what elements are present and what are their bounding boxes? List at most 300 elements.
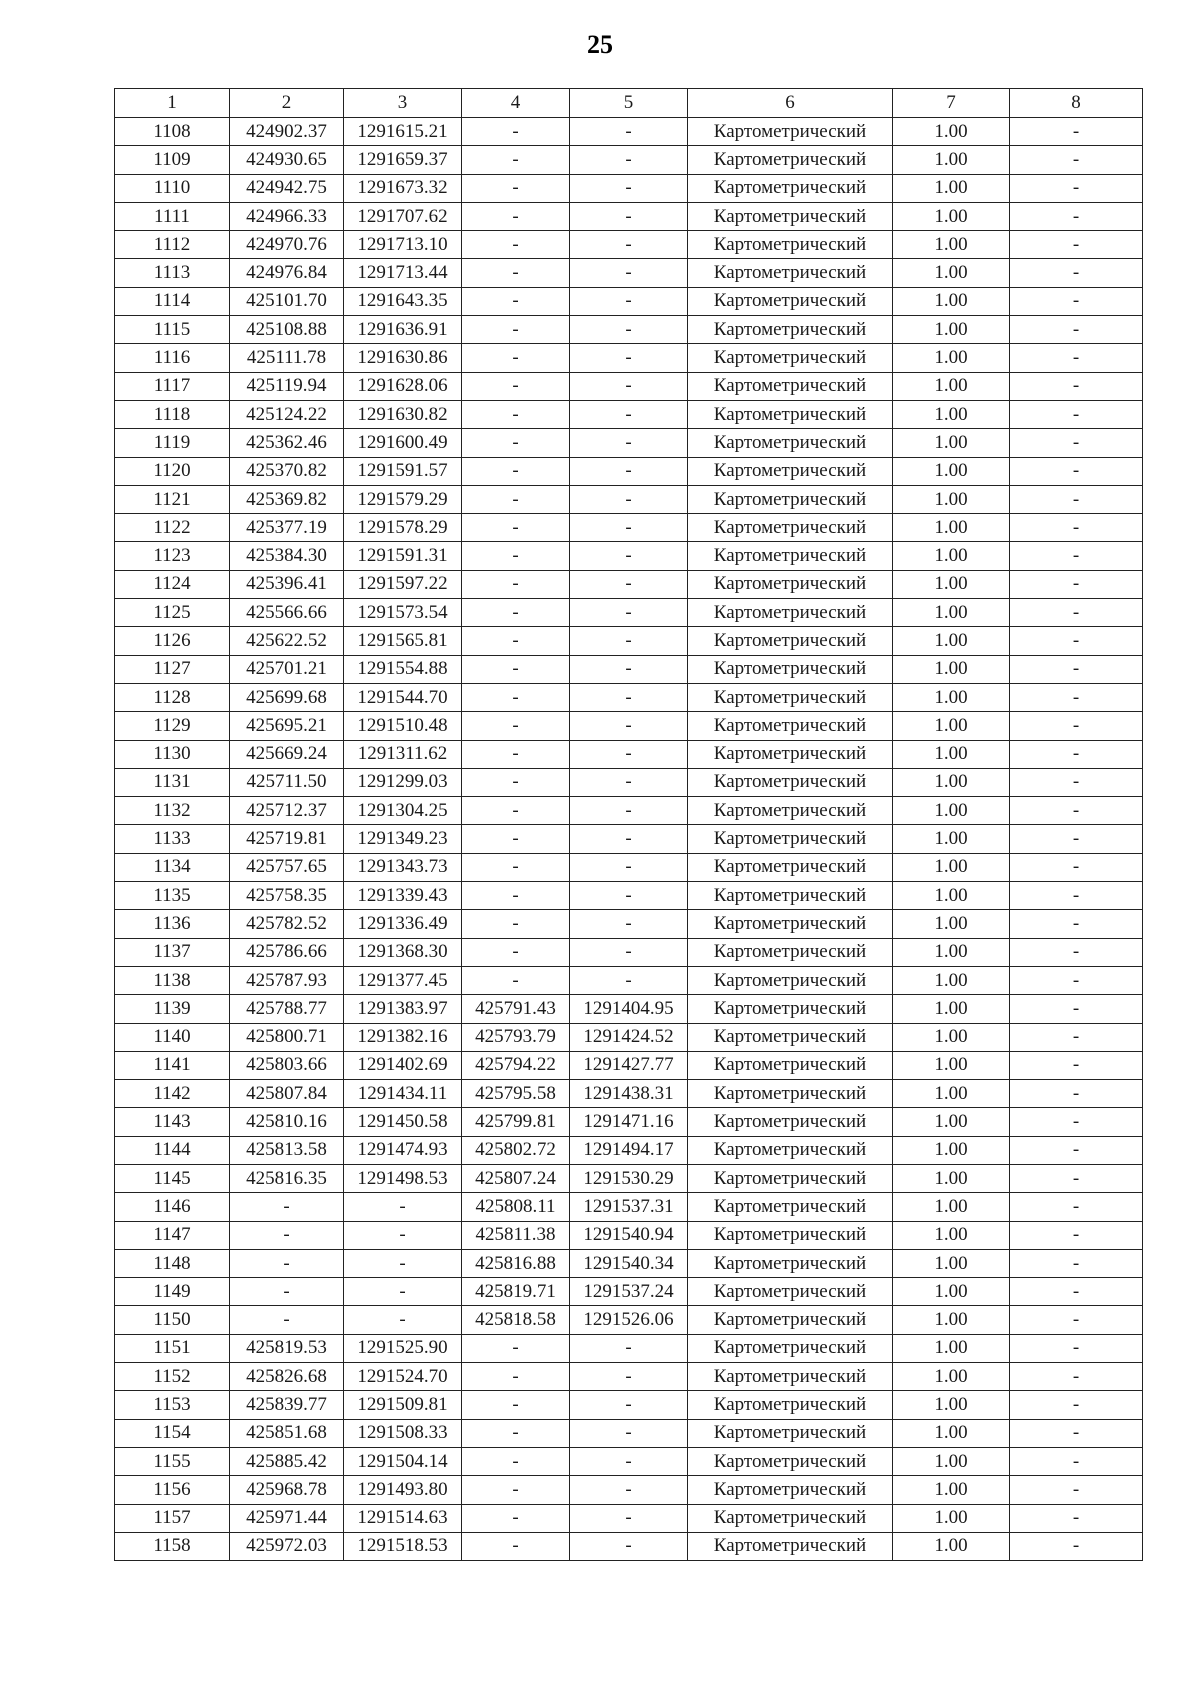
x-coordinate-cell: 425396.41 — [230, 570, 344, 598]
point-number-cell: 1124 — [115, 570, 230, 598]
new-x-cell: - — [462, 400, 570, 428]
new-x-cell: - — [462, 966, 570, 994]
x-coordinate-cell: 425800.71 — [230, 1023, 344, 1051]
point-number-cell: 1156 — [115, 1476, 230, 1504]
new-x-cell: - — [462, 514, 570, 542]
y-coordinate-cell: 1291339.43 — [344, 882, 462, 910]
point-number-cell: 1136 — [115, 910, 230, 938]
y-coordinate-cell: 1291377.45 — [344, 966, 462, 994]
x-coordinate-cell: 425719.81 — [230, 825, 344, 853]
table-row — [115, 429, 1143, 457]
description-cell: - — [1010, 1419, 1143, 1447]
table-row — [115, 316, 1143, 344]
description-cell: - — [1010, 1221, 1143, 1249]
new-y-cell: - — [570, 457, 688, 485]
point-number-cell: 1143 — [115, 1108, 230, 1136]
accuracy-cell: 1.00 — [893, 1193, 1010, 1221]
new-x-cell: - — [462, 1532, 570, 1560]
accuracy-cell: 1.00 — [893, 797, 1010, 825]
table-row — [115, 966, 1143, 994]
point-number-cell: 1155 — [115, 1447, 230, 1475]
description-cell: - — [1010, 316, 1143, 344]
accuracy-cell: 1.00 — [893, 853, 1010, 881]
column-header: 5 — [570, 89, 688, 118]
table-row — [115, 938, 1143, 966]
point-number-cell: 1158 — [115, 1532, 230, 1560]
accuracy-cell: 1.00 — [893, 825, 1010, 853]
method-cell: Картометрический — [688, 1051, 893, 1079]
table-row — [115, 599, 1143, 627]
new-y-cell: 1291540.34 — [570, 1249, 688, 1277]
accuracy-cell: 1.00 — [893, 966, 1010, 994]
method-cell: Картометрический — [688, 683, 893, 711]
point-number-cell: 1123 — [115, 542, 230, 570]
new-y-cell: 1291530.29 — [570, 1164, 688, 1192]
method-cell: Картометрический — [688, 202, 893, 230]
new-y-cell: - — [570, 768, 688, 796]
new-y-cell: - — [570, 655, 688, 683]
y-coordinate-cell: 1291630.82 — [344, 400, 462, 428]
new-x-cell: - — [462, 146, 570, 174]
point-number-cell: 1116 — [115, 344, 230, 372]
x-coordinate-cell: 424966.33 — [230, 202, 344, 230]
new-y-cell: 1291471.16 — [570, 1108, 688, 1136]
description-cell: - — [1010, 768, 1143, 796]
table-row — [115, 485, 1143, 513]
description-cell: - — [1010, 146, 1143, 174]
new-y-cell: - — [570, 485, 688, 513]
description-cell: - — [1010, 1391, 1143, 1419]
point-number-cell: 1118 — [115, 400, 230, 428]
table-row — [115, 712, 1143, 740]
table-row — [115, 995, 1143, 1023]
description-cell: - — [1010, 1136, 1143, 1164]
method-cell: Картометрический — [688, 231, 893, 259]
table-row — [115, 1164, 1143, 1192]
method-cell: Картометрический — [688, 910, 893, 938]
table-row — [115, 1278, 1143, 1306]
accuracy-cell: 1.00 — [893, 1249, 1010, 1277]
y-coordinate-cell: 1291508.33 — [344, 1419, 462, 1447]
new-y-cell: - — [570, 1391, 688, 1419]
new-y-cell: - — [570, 882, 688, 910]
new-x-cell: - — [462, 1419, 570, 1447]
y-coordinate-cell: 1291713.10 — [344, 231, 462, 259]
new-x-cell: 425808.11 — [462, 1193, 570, 1221]
accuracy-cell: 1.00 — [893, 1051, 1010, 1079]
description-cell: - — [1010, 627, 1143, 655]
point-number-cell: 1139 — [115, 995, 230, 1023]
method-cell: Картометрический — [688, 542, 893, 570]
table-row — [115, 1051, 1143, 1079]
description-cell: - — [1010, 344, 1143, 372]
point-number-cell: 1141 — [115, 1051, 230, 1079]
table-row — [115, 627, 1143, 655]
column-header: 7 — [893, 89, 1010, 118]
method-cell: Картометрический — [688, 655, 893, 683]
accuracy-cell: 1.00 — [893, 344, 1010, 372]
y-coordinate-cell: 1291336.49 — [344, 910, 462, 938]
new-y-cell: 1291526.06 — [570, 1306, 688, 1334]
x-coordinate-cell: - — [230, 1249, 344, 1277]
new-y-cell: - — [570, 683, 688, 711]
accuracy-cell: 1.00 — [893, 1504, 1010, 1532]
method-cell: Картометрический — [688, 1532, 893, 1560]
table-row — [115, 1363, 1143, 1391]
new-x-cell: - — [462, 910, 570, 938]
point-number-cell: 1131 — [115, 768, 230, 796]
x-coordinate-cell: 425362.46 — [230, 429, 344, 457]
new-y-cell: - — [570, 287, 688, 315]
column-header: 3 — [344, 89, 462, 118]
new-x-cell: - — [462, 825, 570, 853]
description-cell: - — [1010, 882, 1143, 910]
new-x-cell: - — [462, 429, 570, 457]
new-y-cell: - — [570, 400, 688, 428]
new-y-cell: - — [570, 1476, 688, 1504]
description-cell: - — [1010, 995, 1143, 1023]
table-row — [115, 655, 1143, 683]
new-x-cell: - — [462, 712, 570, 740]
y-coordinate-cell: 1291573.54 — [344, 599, 462, 627]
x-coordinate-cell: 424930.65 — [230, 146, 344, 174]
x-coordinate-cell: 425101.70 — [230, 287, 344, 315]
method-cell: Картометрический — [688, 1419, 893, 1447]
accuracy-cell: 1.00 — [893, 1080, 1010, 1108]
point-number-cell: 1140 — [115, 1023, 230, 1051]
description-cell: - — [1010, 1164, 1143, 1192]
x-coordinate-cell: - — [230, 1193, 344, 1221]
point-number-cell: 1147 — [115, 1221, 230, 1249]
accuracy-cell: 1.00 — [893, 683, 1010, 711]
column-header: 6 — [688, 89, 893, 118]
table-row — [115, 259, 1143, 287]
accuracy-cell: 1.00 — [893, 1391, 1010, 1419]
y-coordinate-cell: 1291299.03 — [344, 768, 462, 796]
method-cell: Картометрический — [688, 570, 893, 598]
table-row — [115, 1249, 1143, 1277]
x-coordinate-cell: 425807.84 — [230, 1080, 344, 1108]
x-coordinate-cell: 425968.78 — [230, 1476, 344, 1504]
accuracy-cell: 1.00 — [893, 768, 1010, 796]
y-coordinate-cell: 1291615.21 — [344, 118, 462, 146]
y-coordinate-cell: 1291554.88 — [344, 655, 462, 683]
y-coordinate-cell: - — [344, 1193, 462, 1221]
table-row — [115, 1193, 1143, 1221]
new-y-cell: - — [570, 542, 688, 570]
new-x-cell: - — [462, 457, 570, 485]
x-coordinate-cell: 425701.21 — [230, 655, 344, 683]
y-coordinate-cell: 1291565.81 — [344, 627, 462, 655]
accuracy-cell: 1.00 — [893, 231, 1010, 259]
x-coordinate-cell: - — [230, 1306, 344, 1334]
x-coordinate-cell: 425786.66 — [230, 938, 344, 966]
new-x-cell: 425793.79 — [462, 1023, 570, 1051]
description-cell: - — [1010, 1108, 1143, 1136]
x-coordinate-cell: 425758.35 — [230, 882, 344, 910]
point-number-cell: 1153 — [115, 1391, 230, 1419]
method-cell: Картометрический — [688, 400, 893, 428]
y-coordinate-cell: 1291713.44 — [344, 259, 462, 287]
new-x-cell: - — [462, 853, 570, 881]
point-number-cell: 1121 — [115, 485, 230, 513]
accuracy-cell: 1.00 — [893, 429, 1010, 457]
method-cell: Картометрический — [688, 1221, 893, 1249]
y-coordinate-cell: 1291382.16 — [344, 1023, 462, 1051]
new-y-cell: - — [570, 372, 688, 400]
table-row — [115, 740, 1143, 768]
point-number-cell: 1120 — [115, 457, 230, 485]
table-row — [115, 768, 1143, 796]
new-x-cell: - — [462, 1447, 570, 1475]
description-cell: - — [1010, 372, 1143, 400]
point-number-cell: 1157 — [115, 1504, 230, 1532]
new-x-cell: - — [462, 882, 570, 910]
new-x-cell: - — [462, 683, 570, 711]
table-row — [115, 825, 1143, 853]
method-cell: Картометрический — [688, 966, 893, 994]
method-cell: Картометрический — [688, 1306, 893, 1334]
method-cell: Картометрический — [688, 372, 893, 400]
method-cell: Картометрический — [688, 118, 893, 146]
accuracy-cell: 1.00 — [893, 400, 1010, 428]
method-cell: Картометрический — [688, 1108, 893, 1136]
y-coordinate-cell: 1291643.35 — [344, 287, 462, 315]
new-y-cell: - — [570, 146, 688, 174]
x-coordinate-cell: 425669.24 — [230, 740, 344, 768]
description-cell: - — [1010, 1051, 1143, 1079]
description-cell: - — [1010, 570, 1143, 598]
new-x-cell: - — [462, 1363, 570, 1391]
point-number-cell: 1113 — [115, 259, 230, 287]
point-number-cell: 1129 — [115, 712, 230, 740]
y-coordinate-cell: 1291518.53 — [344, 1532, 462, 1560]
table-row — [115, 344, 1143, 372]
table-row — [115, 1532, 1143, 1560]
new-y-cell: - — [570, 853, 688, 881]
new-x-cell: - — [462, 202, 570, 230]
new-y-cell: - — [570, 938, 688, 966]
accuracy-cell: 1.00 — [893, 514, 1010, 542]
x-coordinate-cell: 425369.82 — [230, 485, 344, 513]
table-row — [115, 1334, 1143, 1362]
accuracy-cell: 1.00 — [893, 1023, 1010, 1051]
new-y-cell: - — [570, 1504, 688, 1532]
description-cell: - — [1010, 231, 1143, 259]
x-coordinate-cell: 425370.82 — [230, 457, 344, 485]
accuracy-cell: 1.00 — [893, 1108, 1010, 1136]
x-coordinate-cell: 425810.16 — [230, 1108, 344, 1136]
accuracy-cell: 1.00 — [893, 372, 1010, 400]
new-x-cell: - — [462, 485, 570, 513]
accuracy-cell: 1.00 — [893, 740, 1010, 768]
new-x-cell: 425807.24 — [462, 1164, 570, 1192]
accuracy-cell: 1.00 — [893, 1164, 1010, 1192]
point-number-cell: 1150 — [115, 1306, 230, 1334]
new-x-cell: 425802.72 — [462, 1136, 570, 1164]
y-coordinate-cell: 1291509.81 — [344, 1391, 462, 1419]
new-y-cell: - — [570, 627, 688, 655]
new-x-cell: 425794.22 — [462, 1051, 570, 1079]
method-cell: Картометрический — [688, 1023, 893, 1051]
y-coordinate-cell: - — [344, 1249, 462, 1277]
description-cell: - — [1010, 599, 1143, 627]
new-x-cell: - — [462, 797, 570, 825]
description-cell: - — [1010, 1249, 1143, 1277]
new-y-cell: 1291438.31 — [570, 1080, 688, 1108]
point-number-cell: 1115 — [115, 316, 230, 344]
accuracy-cell: 1.00 — [893, 457, 1010, 485]
point-number-cell: 1125 — [115, 599, 230, 627]
new-x-cell: 425819.71 — [462, 1278, 570, 1306]
point-number-cell: 1145 — [115, 1164, 230, 1192]
table-row — [115, 1419, 1143, 1447]
method-cell: Картометрический — [688, 1193, 893, 1221]
accuracy-cell: 1.00 — [893, 1363, 1010, 1391]
point-number-cell: 1111 — [115, 202, 230, 230]
description-cell: - — [1010, 1363, 1143, 1391]
accuracy-cell: 1.00 — [893, 1278, 1010, 1306]
method-cell: Картометрический — [688, 1504, 893, 1532]
accuracy-cell: 1.00 — [893, 485, 1010, 513]
x-coordinate-cell: 425119.94 — [230, 372, 344, 400]
description-cell: - — [1010, 400, 1143, 428]
y-coordinate-cell: 1291600.49 — [344, 429, 462, 457]
y-coordinate-cell: 1291578.29 — [344, 514, 462, 542]
description-cell: - — [1010, 1080, 1143, 1108]
point-number-cell: 1108 — [115, 118, 230, 146]
table-row — [115, 910, 1143, 938]
point-number-cell: 1122 — [115, 514, 230, 542]
y-coordinate-cell: 1291368.30 — [344, 938, 462, 966]
new-x-cell: - — [462, 938, 570, 966]
accuracy-cell: 1.00 — [893, 316, 1010, 344]
table-row — [115, 1023, 1143, 1051]
x-coordinate-cell: 425813.58 — [230, 1136, 344, 1164]
method-cell: Картометрический — [688, 1363, 893, 1391]
description-cell: - — [1010, 938, 1143, 966]
x-coordinate-cell: 425851.68 — [230, 1419, 344, 1447]
x-coordinate-cell: 425699.68 — [230, 683, 344, 711]
accuracy-cell: 1.00 — [893, 910, 1010, 938]
point-number-cell: 1142 — [115, 1080, 230, 1108]
description-cell: - — [1010, 683, 1143, 711]
method-cell: Картометрический — [688, 712, 893, 740]
new-y-cell: - — [570, 1447, 688, 1475]
method-cell: Картометрический — [688, 882, 893, 910]
table-row — [115, 1447, 1143, 1475]
method-cell: Картометрический — [688, 514, 893, 542]
column-header: 8 — [1010, 89, 1143, 118]
table-row — [115, 372, 1143, 400]
description-cell: - — [1010, 542, 1143, 570]
new-x-cell: - — [462, 599, 570, 627]
accuracy-cell: 1.00 — [893, 712, 1010, 740]
description-cell: - — [1010, 202, 1143, 230]
x-coordinate-cell: 425566.66 — [230, 599, 344, 627]
description-cell: - — [1010, 1504, 1143, 1532]
accuracy-cell: 1.00 — [893, 1221, 1010, 1249]
new-x-cell: 425791.43 — [462, 995, 570, 1023]
point-number-cell: 1134 — [115, 853, 230, 881]
accuracy-cell: 1.00 — [893, 938, 1010, 966]
point-number-cell: 1154 — [115, 1419, 230, 1447]
column-header: 4 — [462, 89, 570, 118]
y-coordinate-cell: 1291383.97 — [344, 995, 462, 1023]
description-cell: - — [1010, 853, 1143, 881]
method-cell: Картометрический — [688, 1249, 893, 1277]
new-y-cell: 1291404.95 — [570, 995, 688, 1023]
x-coordinate-cell: 425788.77 — [230, 995, 344, 1023]
point-number-cell: 1152 — [115, 1363, 230, 1391]
method-cell: Картометрический — [688, 1476, 893, 1504]
new-y-cell: - — [570, 712, 688, 740]
new-x-cell: - — [462, 1334, 570, 1362]
new-y-cell: 1291537.31 — [570, 1193, 688, 1221]
point-number-cell: 1117 — [115, 372, 230, 400]
new-y-cell: - — [570, 1363, 688, 1391]
point-number-cell: 1127 — [115, 655, 230, 683]
y-coordinate-cell: 1291343.73 — [344, 853, 462, 881]
y-coordinate-cell: 1291591.31 — [344, 542, 462, 570]
description-cell: - — [1010, 966, 1143, 994]
new-x-cell: - — [462, 259, 570, 287]
coordinates-table — [114, 88, 1143, 1561]
accuracy-cell: 1.00 — [893, 174, 1010, 202]
method-cell: Картометрический — [688, 1391, 893, 1419]
new-x-cell: 425816.88 — [462, 1249, 570, 1277]
new-y-cell: - — [570, 599, 688, 627]
y-coordinate-cell: - — [344, 1278, 462, 1306]
new-y-cell: - — [570, 174, 688, 202]
y-coordinate-cell: 1291304.25 — [344, 797, 462, 825]
point-number-cell: 1126 — [115, 627, 230, 655]
y-coordinate-cell: 1291510.48 — [344, 712, 462, 740]
table-row — [115, 853, 1143, 881]
method-cell: Картометрический — [688, 344, 893, 372]
accuracy-cell: 1.00 — [893, 1476, 1010, 1504]
table-row — [115, 882, 1143, 910]
y-coordinate-cell: 1291630.86 — [344, 344, 462, 372]
new-y-cell: 1291540.94 — [570, 1221, 688, 1249]
new-y-cell: - — [570, 1532, 688, 1560]
new-y-cell: - — [570, 316, 688, 344]
x-coordinate-cell: 425711.50 — [230, 768, 344, 796]
x-coordinate-cell: 425787.93 — [230, 966, 344, 994]
y-coordinate-cell: - — [344, 1221, 462, 1249]
new-x-cell: - — [462, 1391, 570, 1419]
description-cell: - — [1010, 174, 1143, 202]
description-cell: - — [1010, 655, 1143, 683]
table-row — [115, 1080, 1143, 1108]
new-y-cell: - — [570, 910, 688, 938]
new-x-cell: 425795.58 — [462, 1080, 570, 1108]
y-coordinate-cell: 1291474.93 — [344, 1136, 462, 1164]
y-coordinate-cell: 1291311.62 — [344, 740, 462, 768]
new-x-cell: - — [462, 627, 570, 655]
point-number-cell: 1119 — [115, 429, 230, 457]
point-number-cell: 1109 — [115, 146, 230, 174]
new-y-cell: - — [570, 966, 688, 994]
description-cell: - — [1010, 1023, 1143, 1051]
x-coordinate-cell: 425124.22 — [230, 400, 344, 428]
x-coordinate-cell: 424970.76 — [230, 231, 344, 259]
description-cell: - — [1010, 910, 1143, 938]
description-cell: - — [1010, 259, 1143, 287]
new-y-cell: - — [570, 231, 688, 259]
table-row — [115, 1108, 1143, 1136]
description-cell: - — [1010, 825, 1143, 853]
